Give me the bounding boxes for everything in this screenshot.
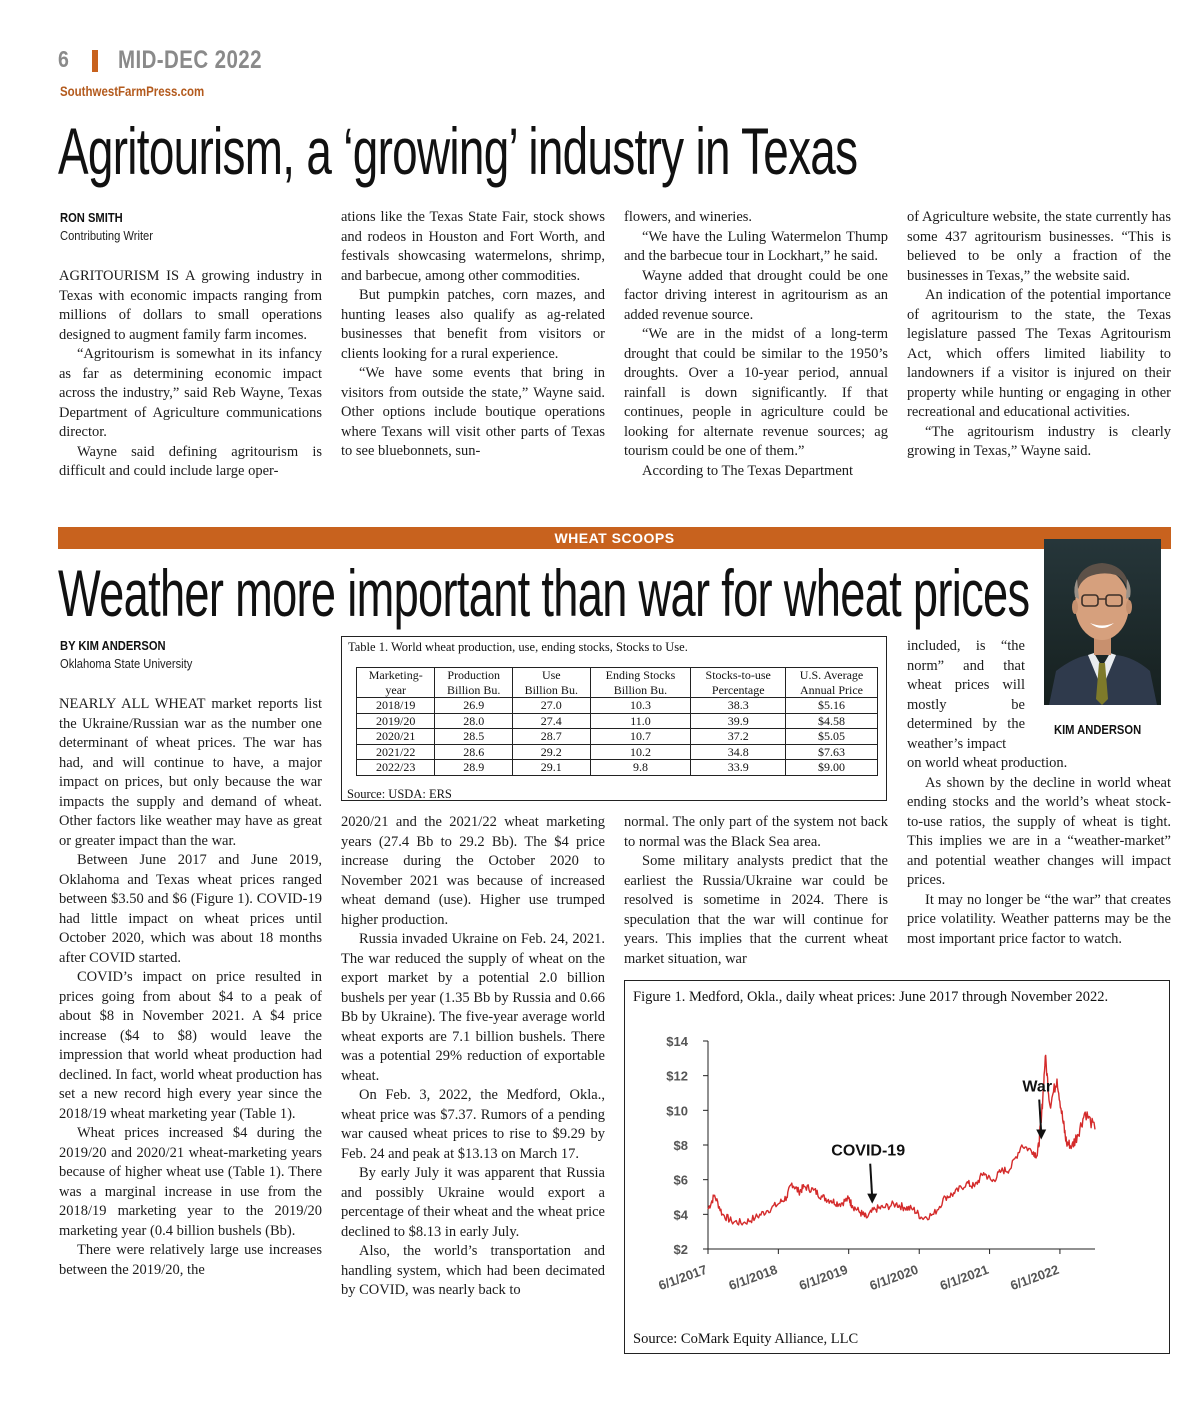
article-2-column-4 xyxy=(907,754,1171,949)
paragraph: included, is “the norm” and that wheat prices will mostly be determined by the weather’s impact xyxy=(907,638,1025,752)
table-cell: 10.2 xyxy=(590,744,691,760)
table-cell: 37.2 xyxy=(691,729,786,745)
x-tick-label: 6/1/2019 xyxy=(797,1261,850,1294)
paragraph: Also, the world’s transportation and handling system, which had been decimated by COVID, was nearly back to xyxy=(341,1243,605,1298)
section-bar xyxy=(58,527,1171,549)
article-1-column-2 xyxy=(341,208,605,462)
article-1-column-4 xyxy=(907,208,1171,462)
table-cell: 28.9 xyxy=(435,760,513,776)
wheat-price-chart xyxy=(625,981,1169,1353)
article-2-byline: BY KIM ANDERSON xyxy=(60,638,166,653)
table-cell: 39.9 xyxy=(691,713,786,729)
article-1-byline: RON SMITH xyxy=(60,210,123,225)
paragraph: normal. The only part of the system not back to normal was the Black Sea area. xyxy=(624,814,888,850)
table-title: Table 1. World wheat production, use, ending stocks, Stocks to Use. xyxy=(348,640,688,654)
paragraph: “The agritourism industry is clearly growing in Texas,” Wayne said. xyxy=(907,423,1171,459)
paragraph: Wheat prices increased $4 during the 2019/20 and 2020/21 wheat-marketing years because of higher wheat use (Table 1). There was a marginal increase in use from the 2018/19 marketing year to the 2019/20 marketing year (0.4 billion bushels (Bb). xyxy=(59,1125,322,1239)
article-2-headline: Weather more important than war for wheat prices xyxy=(58,556,1030,630)
paragraph: AGRITOURISM IS A growing industry in Texas with economic impacts ranging from millions of dollars to small operations designed to augment family farm incomes. xyxy=(59,268,322,343)
photo-caption: KIM ANDERSON xyxy=(1054,722,1142,737)
paragraph: “We have the Luling Watermelon Thump and the barbecue tour in Lockhart,” he said. xyxy=(624,228,888,264)
x-tick-label: 6/1/2018 xyxy=(726,1261,780,1294)
paragraph: By early July it was apparent that Russia and possibly Ukraine would export a percentage of their wheat and the wheat price declined to $8.13 in early July. xyxy=(341,1165,605,1240)
section-label: WHEAT SCOOPS xyxy=(554,530,675,546)
paragraph: COVID’s impact on price resulted in prices going from about $4 to a peak of about $8 in November 2021. A $4 price increase ($4 to $8) would leave the impression that world wheat production had declined. In fact, world wheat production has set a new record high every year since the 2018/19 wheat marketing year (Table 1). xyxy=(59,969,322,1122)
annotation-label: COVID-19 xyxy=(831,1142,906,1160)
table-cell: 28.7 xyxy=(513,729,591,745)
wheat-table xyxy=(356,667,878,776)
column-header: Ending Stocks Billion Bu. xyxy=(590,668,691,698)
y-tick-label: $4 xyxy=(673,1207,688,1223)
paragraph: of Agriculture website, the state currently has some 437 agritourism businesses. “This is believed to be only a fraction of the businesses in Texas,” the website said. xyxy=(907,209,1171,284)
table-row xyxy=(357,713,878,729)
table-source: Source: USDA: ERS xyxy=(347,787,452,801)
paragraph: As shown by the decline in world wheat ending stocks and the world’s wheat stock-to-use ratios, the supply of wheat is tight. This implies we are in a “weather-market” and potential weather changes will impact prices. xyxy=(907,774,1171,888)
table-cell: $5.16 xyxy=(786,698,878,714)
x-tick-label: 6/1/2017 xyxy=(656,1261,710,1294)
article-1-column-1 xyxy=(59,267,322,482)
article-1-column-3 xyxy=(624,208,888,481)
table-cell: 34.8 xyxy=(691,744,786,760)
paragraph: Between June 2017 and June 2019, Oklahoma and Texas wheat prices ranged between $3.50 and $6 (Figure 1). COVID-19 had little impact on wheat prices until October 2020, which was about 18 months after COVID started. xyxy=(59,852,322,966)
author-photo xyxy=(1044,539,1161,705)
article-1-credit: Contributing Writer xyxy=(60,228,154,243)
x-tick-label: 6/1/2021 xyxy=(937,1261,991,1294)
article-2-column-4-top xyxy=(907,637,1025,754)
paragraph: Russia invaded Ukraine on Feb. 24, 2021. The war reduced the supply of wheat on the export market by a potential 2.0 billion bushels per year (1.35 Bb by Russia and 0.66 Bb by Ukraine). The five-year average world wheat exports are 7.1 billion bushels. There was a potential 29% reduction of exportable wheat. xyxy=(341,931,605,1084)
table-cell: $9.00 xyxy=(786,760,878,776)
table-cell: 29.1 xyxy=(513,760,591,776)
paragraph: ations like the Texas State Fair, stock shows and rodeos in Houston and Fort Worth, and festivals showcasing watermelons, shrimp, and barbecue, among other commodities. xyxy=(341,209,605,284)
annotation-label: War xyxy=(1022,1078,1053,1096)
table-cell: $4.58 xyxy=(786,713,878,729)
table-cell: 2021/22 xyxy=(357,744,435,760)
paragraph: According to The Texas Department xyxy=(642,462,854,479)
paragraph: 2020/21 and the 2021/22 wheat marketing years (27.4 Bb to 29.2 Bb). The $4 price increase during the October 2020 to November 2021 was because of increased wheat demand (use). Higher use trumped higher production. xyxy=(341,814,605,928)
paragraph: “We are in the midst of a long-term drought that could be similar to the 1950’s droughts. Over a 10-year period, annual rainfall is down significantly. If that continues, people in agriculture could be looking for alternate revenue sources; ag tourism could be one of them.” xyxy=(624,326,888,459)
figure-title: Figure 1. Medford, Okla., daily wheat prices: June 2017 through November 2022. xyxy=(633,989,1109,1005)
paragraph: On Feb. 3, 2022, the Medford, Okla., wheat price was $7.37. Rumors of a pending war caused wheat prices to rise to $9.29 by Feb. 24 and peak at $13.13 on March 17. xyxy=(341,1087,605,1162)
annotation-arrowhead xyxy=(1036,1130,1046,1140)
figure-1 xyxy=(624,980,1170,1354)
paragraph: There were relatively large use increases between the 2019/20, the xyxy=(59,1242,322,1278)
table-cell: 10.3 xyxy=(590,698,691,714)
y-tick-label: $12 xyxy=(666,1068,688,1084)
y-tick-label: $8 xyxy=(673,1138,688,1153)
table-1 xyxy=(341,636,887,801)
table-row xyxy=(357,744,878,760)
paragraph: It may no longer be “the war” that creates price volatility. Weather patterns may be the most important price factor to watch. xyxy=(907,891,1171,947)
y-tick-label: $6 xyxy=(673,1172,688,1188)
y-tick-label: $2 xyxy=(673,1242,688,1257)
table-cell: $5.05 xyxy=(786,729,878,745)
y-tick-label: $10 xyxy=(666,1103,688,1119)
article-2-column-3 xyxy=(624,813,888,969)
table-cell: 11.0 xyxy=(590,713,691,729)
site-url: SouthwestFarmPress.com xyxy=(60,83,205,99)
table-cell: 28.6 xyxy=(435,744,513,760)
table-cell: 9.8 xyxy=(590,760,691,776)
table-cell: 2019/20 xyxy=(357,713,435,729)
paragraph: Some military analysts predict that the earliest the Russia/Ukraine war could be resolved is sometime in 2024. There is speculation that the war will continue for years. This implies that the current wheat market situation, war xyxy=(624,853,888,967)
table-cell: 2020/21 xyxy=(357,729,435,745)
table-row xyxy=(357,729,878,745)
column-header: Use Billion Bu. xyxy=(513,668,591,698)
table-cell: 28.0 xyxy=(435,713,513,729)
paragraph: Wayne added that drought could be one factor driving interest in agritourism as an added revenue source. xyxy=(624,267,888,323)
article-1-headline: Agritourism, a ‘growing’ industry in Texas xyxy=(58,114,858,188)
table-row xyxy=(357,698,878,714)
header-divider xyxy=(92,50,98,72)
paragraph: Wayne said defining agritourism is difficult and could include large oper- xyxy=(59,443,322,479)
x-tick-label: 6/1/2022 xyxy=(1008,1261,1061,1294)
table-cell: 10.7 xyxy=(590,729,691,745)
table-cell: 38.3 xyxy=(691,698,786,714)
annotation-arrow xyxy=(870,1164,872,1198)
paragraph: “We have some events that bring in visitors from outside the state,” Wayne said. Other options include boutique operations where Texans will visit other parts of Texas to see bluebonnets, sun- xyxy=(341,365,605,459)
paragraph: on world wheat production. xyxy=(907,755,1068,771)
table-row xyxy=(357,760,878,776)
x-tick-label: 6/1/2020 xyxy=(867,1261,921,1294)
table-cell: 33.9 xyxy=(691,760,786,776)
column-header: Production Billion Bu. xyxy=(435,668,513,698)
table-header-row xyxy=(357,668,878,698)
article-2-credit: Oklahoma State University xyxy=(60,656,193,671)
table-cell: 2022/23 xyxy=(357,760,435,776)
figure-source: Source: CoMark Equity Alliance, LLC xyxy=(633,1331,859,1347)
paragraph: But pumpkin patches, corn mazes, and hunting leases also qualify as ag-related businesses that benefit from visitors or clients looking for a rural experience. xyxy=(341,287,605,362)
table-cell: 27.0 xyxy=(513,698,591,714)
column-header: Stocks-to-use Percentage xyxy=(691,668,786,698)
paragraph: flowers, and wineries. xyxy=(624,209,753,225)
table-cell: 27.4 xyxy=(513,713,591,729)
article-2-column-1 xyxy=(59,695,322,1280)
table-cell: $7.63 xyxy=(786,744,878,760)
paragraph: An indication of the potential importance of agritourism to the state, the Texas legislature passed The Texas Agritourism Act, which offers limited liability to landowners if a visitor is injured on their property while hunting or engaging in other recreational and educational activities. xyxy=(907,287,1171,420)
table-cell: 28.5 xyxy=(435,729,513,745)
article-2-column-2 xyxy=(341,813,605,1301)
y-tick-label: $14 xyxy=(666,1034,688,1049)
page-number: 6 xyxy=(58,46,69,72)
table-cell: 26.9 xyxy=(435,698,513,714)
column-header: U.S. Average Annual Price xyxy=(786,668,878,698)
paragraph: “Agritourism is somewhat in its infancy as far as determining economic impact across the industry,” said Reb Wayne, Texas Department of Agriculture communications director. xyxy=(59,346,322,440)
table-cell: 2018/19 xyxy=(357,698,435,714)
paragraph: NEARLY ALL WHEAT market reports list the Ukraine/Russian war as the number one determinant of wheat prices. The war has had, and will continue to have, a major impact on prices, but only because the war impacts the supply and demand of wheat. Other factors like weather may have as great or greater impact than the war. xyxy=(59,696,322,849)
table-cell: 29.2 xyxy=(513,744,591,760)
annotation-arrowhead xyxy=(867,1194,877,1204)
issue-date: MID-DEC 2022 xyxy=(118,46,262,74)
column-header: Marketing- year xyxy=(357,668,435,698)
